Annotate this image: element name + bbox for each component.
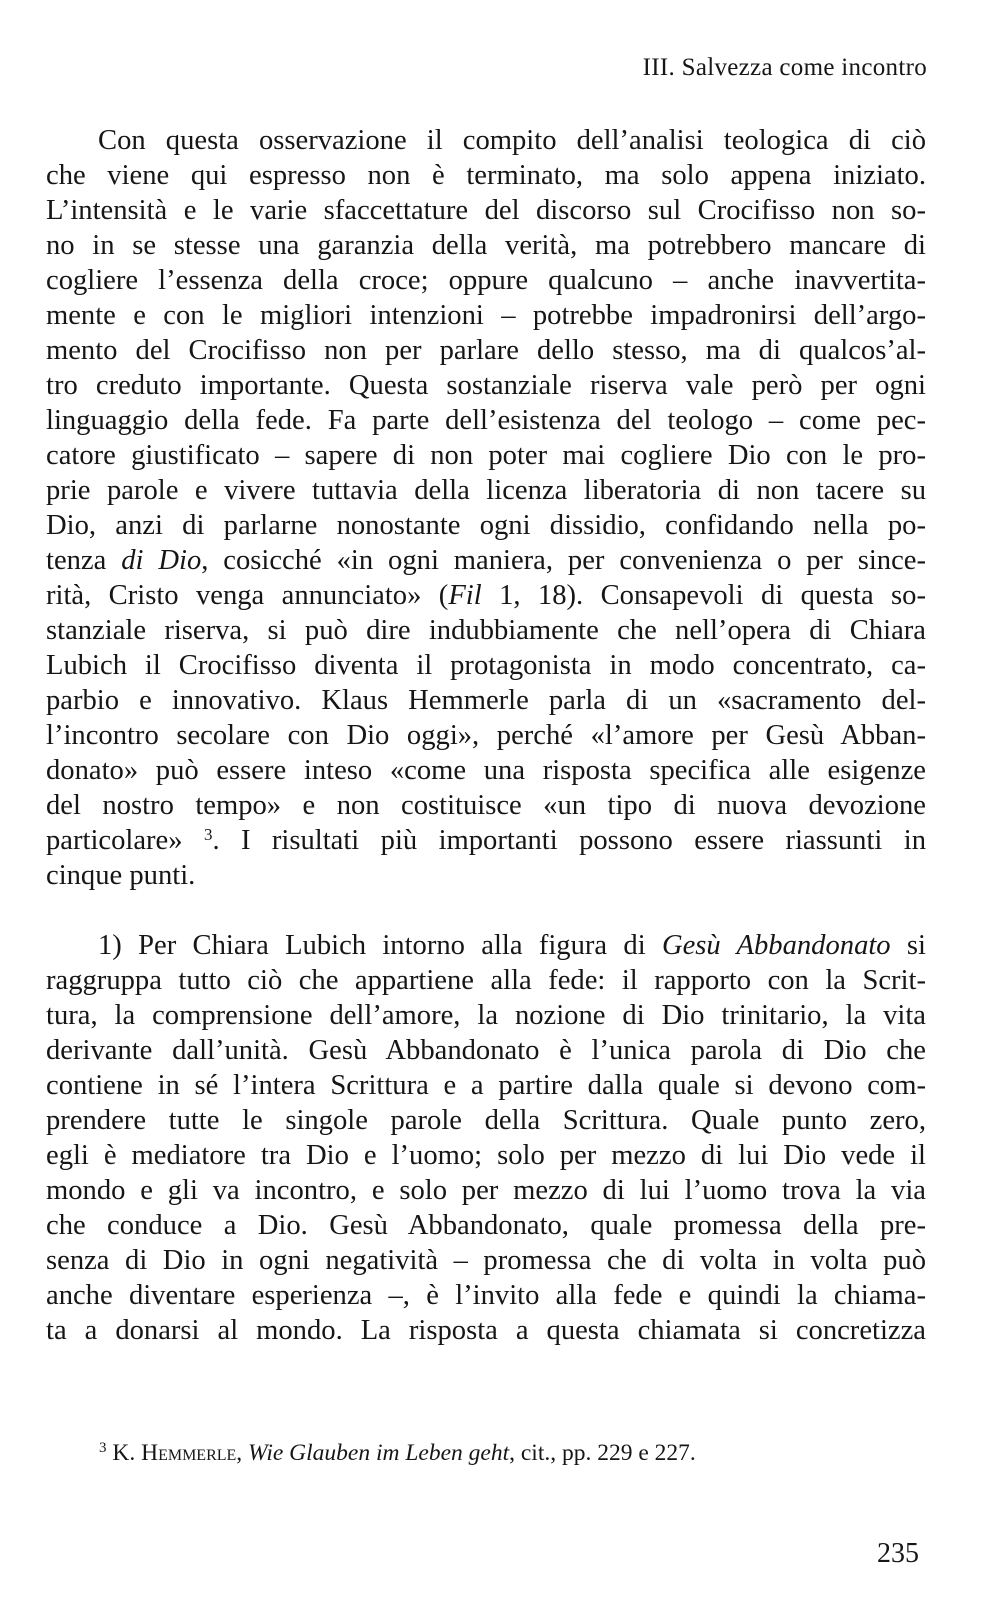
- text-line: mente e con le migliori intenzioni – potrebbe impadronirsi dell’argo-: [46, 300, 926, 331]
- text-line: mondo e gli va incontro, e solo per mezzo di lui l’uomo trova la via: [46, 1175, 926, 1206]
- text-line: derivante dall’unità. Gesù Abbandonato è l’unica parola di Dio che: [46, 1035, 926, 1066]
- italic-text: di Dio: [121, 545, 202, 576]
- text-line: parbio e innovativo. Klaus Hemmerle parla di un «sacramento del-: [46, 685, 926, 716]
- text-run: 1, 18). Consapevoli di questa so-: [481, 580, 926, 611]
- text-line: [46, 579, 926, 613]
- text-run: , cosicché «in ogni maniera, per convenienza o per since-: [201, 545, 926, 576]
- text-line: mento del Crocifisso non per parlare dello stesso, ma di qualcos’al-: [46, 335, 926, 366]
- text-line: che viene qui espresso non è terminato, ma solo appena iniziato.: [46, 160, 926, 191]
- text-line: cogliere l’essenza della croce; oppure qualcuno – anche inavvertita-: [46, 265, 926, 296]
- text-line: egli è mediatore tra Dio e l’uomo; solo per mezzo di lui Dio vede il: [46, 1140, 926, 1171]
- text-run: . I risultati più importanti possono essere riassunti in: [212, 825, 926, 856]
- text-line: donato» può essere inteso «come una risposta specifica alle esigenze: [46, 755, 926, 786]
- text-line: anche diventare esperienza –, è l’invito alla fede e quindi la chiama-: [46, 1280, 926, 1311]
- footnote-title: Wie Glauben im Leben geht: [248, 1440, 510, 1466]
- footnote-number: 3: [99, 1440, 107, 1456]
- footnote: [99, 1440, 696, 1467]
- text-run: 1) Per Chiara Lubich intorno alla figura di: [98, 930, 662, 961]
- text-line: Lubich il Crocifisso diventa il protagonista in modo concentrato, ca-: [46, 650, 926, 681]
- text-line: catore giustificato – sapere di non poter mai cogliere Dio con le pro-: [46, 440, 926, 471]
- text-run: rità, Cristo venga annunciato» (: [46, 580, 449, 611]
- text-line: che conduce a Dio. Gesù Abbandonato, quale promessa della pre-: [46, 1210, 926, 1241]
- text-line: tro creduto importante. Questa sostanziale riserva vale però per ogni: [46, 370, 926, 401]
- text-line: contiene in sé l’intera Scrittura e a partire dalla quale si devono com-: [46, 1070, 926, 1101]
- text-line: stanziale riserva, si può dire indubbiamente che nell’opera di Chiara: [46, 615, 926, 646]
- text-line: linguaggio della fede. Fa parte dell’esistenza del teologo – come pec-: [46, 405, 926, 436]
- text-line: Con questa osservazione il compito dell’analisi teologica di ciò: [98, 125, 926, 156]
- text-line: l’incontro secolare con Dio oggi», perché «l’amore per Gesù Abban-: [46, 720, 926, 751]
- text-run: particolare»: [46, 825, 204, 856]
- text-line: [46, 929, 926, 963]
- text-line: [46, 824, 926, 858]
- text-line: cinque punti.: [46, 860, 196, 891]
- text-line: Dio, anzi di parlarne nonostante ogni dissidio, confidando nella po-: [46, 510, 926, 541]
- text-line: no in se stesse una garanzia della verità, ma potrebbero mancare di: [46, 230, 926, 261]
- page-number: 235: [877, 1538, 919, 1569]
- text-run: si: [890, 930, 926, 961]
- text-line: prendere tutte le singole parole della Scrittura. Quale punto zero,: [46, 1105, 926, 1136]
- text-line: ta a donarsi al mondo. La risposta a questa chiamata si concretizza: [46, 1315, 926, 1346]
- text-line: [46, 544, 926, 578]
- running-header: III. Salvezza come incontro: [642, 54, 927, 81]
- footnote-citation: , cit., pp. 229 e 227.: [509, 1440, 696, 1466]
- text-run: tenza: [46, 545, 122, 576]
- text-line: prie parole e vivere tuttavia della licenza liberatoria di non tacere su: [46, 475, 926, 506]
- text-line: L’intensità e le varie sfaccettature del discorso sul Crocifisso non so-: [46, 195, 926, 226]
- footnote-author: K. Hemmerle,: [112, 1440, 243, 1466]
- text-line: senza di Dio in ogni negatività – promessa che di volta in volta può: [46, 1245, 926, 1276]
- italic-text: Gesù Abbandonato: [661, 930, 891, 961]
- text-line: raggruppa tutto ciò che appartiene alla fede: il rapporto con la Scrit-: [46, 965, 926, 996]
- footnote-reference[interactable]: 3: [203, 825, 213, 844]
- text-line: del nostro tempo» e non costituisce «un tipo di nuova devozione: [46, 790, 926, 821]
- text-line: tura, la comprensione dell’amore, la nozione di Dio trinitario, la vita: [46, 1000, 926, 1031]
- italic-text: Fil: [448, 580, 482, 611]
